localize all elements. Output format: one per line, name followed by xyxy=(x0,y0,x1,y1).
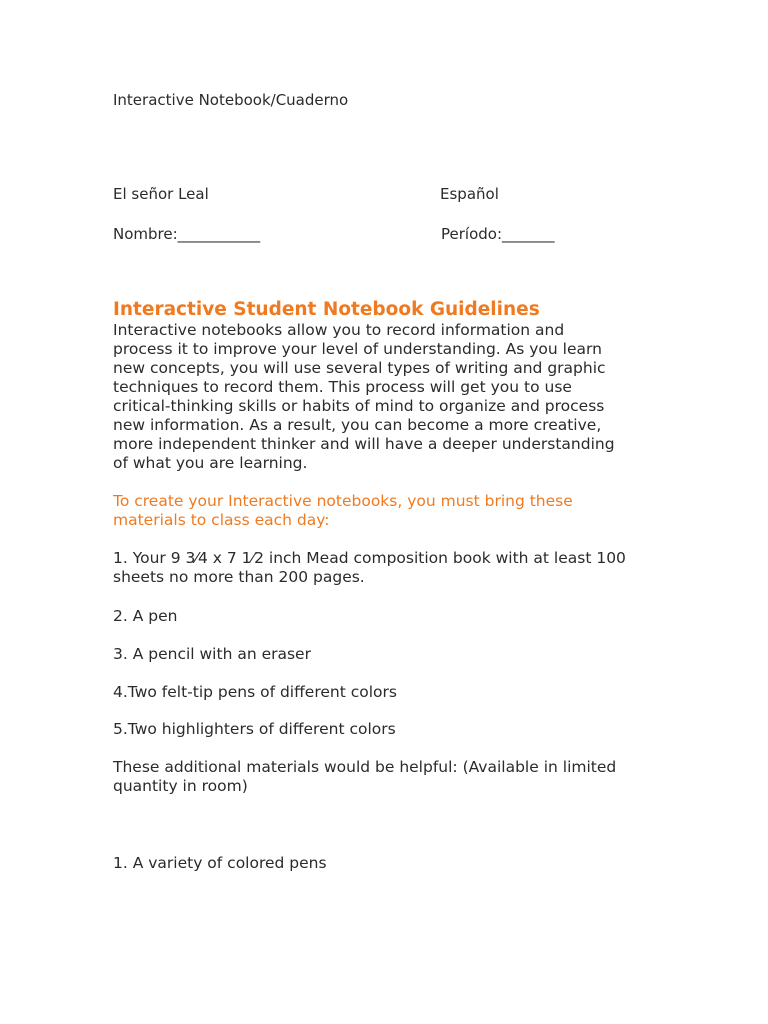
materials-item-3: 3. A pencil with an eraser xyxy=(113,645,311,663)
additional-materials-intro xyxy=(113,758,673,796)
intro-line: more independent thinker and will have a deeper understanding xyxy=(113,435,615,453)
intro-line: new information. As a result, you can become a more creative, xyxy=(113,416,602,434)
subject-name: Español xyxy=(440,185,499,203)
intro-line: Interactive notebooks allow you to record information and xyxy=(113,321,565,339)
additional-intro-line: quantity in room) xyxy=(113,777,248,795)
materials-item-line: sheets no more than 200 pages. xyxy=(113,568,365,586)
intro-line: new concepts, you will use several types of writing and graphic xyxy=(113,359,606,377)
intro-line: critical-thinking skills or habits of mind to organize and process xyxy=(113,397,605,415)
materials-item-5: 5.Two highlighters of different colors xyxy=(113,720,396,738)
guidelines-heading: Interactive Student Notebook Guidelines xyxy=(113,299,540,320)
intro-line: process it to improve your level of understanding. As you learn xyxy=(113,340,602,358)
materials-intro-line: materials to class each day: xyxy=(113,511,330,529)
intro-line: techniques to record them. This process will get you to use xyxy=(113,378,572,396)
materials-item-2: 2. A pen xyxy=(113,607,178,625)
materials-item-4: 4.Two felt-tip pens of different colors xyxy=(113,683,397,701)
materials-intro-line: To create your Interactive notebooks, you must bring these xyxy=(113,492,573,510)
additional-item-1: 1. A variety of colored pens xyxy=(113,854,327,872)
document-title: Interactive Notebook/Cuaderno xyxy=(113,91,349,109)
materials-item-1 xyxy=(113,549,673,587)
intro-paragraph xyxy=(113,321,673,473)
materials-intro xyxy=(113,492,673,530)
teacher-name: El señor Leal xyxy=(113,185,209,203)
intro-line: of what you are learning. xyxy=(113,454,308,472)
materials-item-line: 1. Your 9 3⁄4 x 7 1⁄2 inch Mead composition book with at least 100 xyxy=(113,549,626,567)
student-name-field: Nombre:___________ xyxy=(113,225,261,243)
period-field: Período:_______ xyxy=(441,225,555,243)
additional-intro-line: These additional materials would be helpful: (Available in limited xyxy=(113,758,617,776)
